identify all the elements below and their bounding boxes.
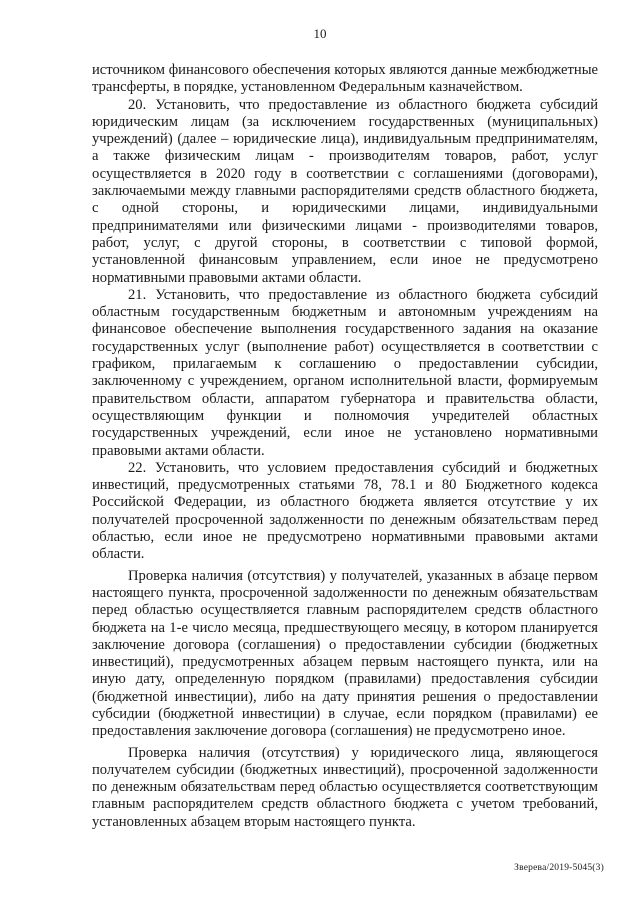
- paragraph-item-21: 21. Установить, что предоставление из областного бюджета субсидий областным государственным бюджетным и автономным учреждениям на финансовое обеспечение выполнения государственного задания на оказание государственных услуг (выполнение работ) осуществляется в соответствии с графиком, прилагаемым к соглашению о предоставлении субсидии, заключенному с учреждением, органом исполнительной власти, формируемым правительством области, аппаратом губернатора и правительства области, осуществляющим функции и полномочия учредителей областных государственных учреждений, если иное не установлено нормативными правовыми актами области.: [92, 286, 598, 459]
- paragraph-item-22-part-3: Проверка наличия (отсутствия) у юридического лица, являющегося получателем субсидии (бюджетных инвестиций), просроченной задолженности по денежным обязательствам перед областью осуществляется соответствующим главным распорядителем средств областного бюджета с учетом требований, установленных абзацем вторым настоящего пункта.: [92, 744, 598, 830]
- paragraph-item-22-part-2: Проверка наличия (отсутствия) у получателей, указанных в абзаце первом настоящего пункта, просроченной задолженности по денежным обязательствам перед областью осуществляется главным распорядителем средств областного бюджета на 1-е число месяца, предшествующего месяцу, в котором планируется заключение договора (соглашения) о предоставлении субсидии (бюджетных инвестиций), предусмотренных абзацем первым настоящего пункта, или на иную дату, определенную порядком (правилами) предоставления субсидии (бюджетной инвестиции), либо на дату принятия решения о предоставлении субсидии (бюджетной инвестиции) в случае, если порядком (правилами) ее предоставления заключение договора (соглашения) не предусмотрено иное.: [92, 567, 598, 740]
- document-reference-code: Зверева/2019-5045(3): [514, 863, 604, 873]
- paragraph-item-22: 22. Установить, что условием предоставления субсидий и бюджетных инвестиций, предусмотренных статьями 78, 78.1 и 80 Бюджетного кодекса Российской Федерации, из областного бюджета является отсутствие у их получателей просроченной задолженности по денежным обязательствам перед областью, если иное не предусмотрено нормативными правовыми актами области.: [92, 459, 598, 563]
- page-number: 10: [313, 26, 327, 41]
- paragraph-item-20: 20. Установить, что предоставление из областного бюджета субсидий юридическим лицам (за исключением государственных (муниципальных) учреждений) (далее – юридические лица), индивидуальным предпринимателям, а также физическим лицам - производителям товаров, работ, услуг осуществляется в 2020 году в соответствии с соглашениями (договорами), заключаемыми между главными распорядителями средств областного бюджета, с одной стороны, и юридическими лицами, индивидуальными предпринимателями или физическими лицами - производителями товаров, работ, услуг, с другой стороны, в соответствии с типовой формой, установленной финансовым управлением, если иное не предусмотрено нормативными правовыми актами области.: [92, 96, 598, 286]
- paragraph-continuation: источником финансового обеспечения которых являются данные межбюджетные трансферты, в порядке, установленном Федеральным казначейством.: [92, 62, 598, 96]
- document-body: [92, 62, 598, 831]
